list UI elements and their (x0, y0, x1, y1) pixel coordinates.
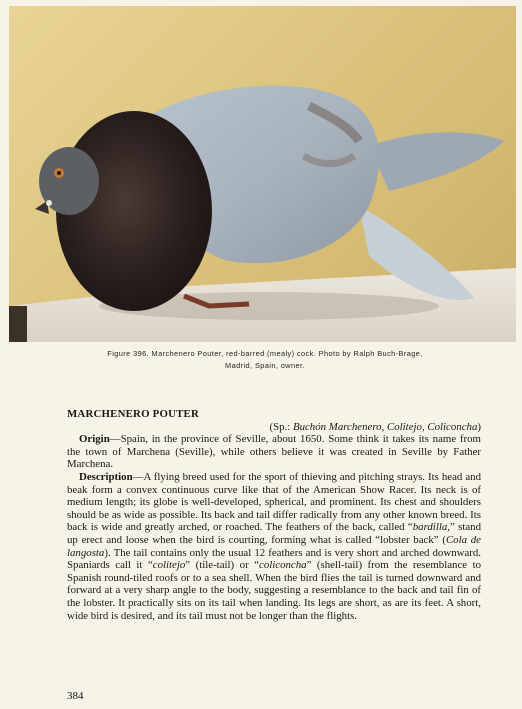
origin-text: —Spain, in the province of Seville, about 1650. Some think it takes its name from the town of Marchena (Seville), while others believe it was created in Seville by Father Marchena. (67, 433, 481, 471)
description-text-4: ” (tile-tail) or “ (185, 559, 259, 572)
description-text-3: ). The tail contains only the usual 12 feathers and is very short and arched downward. Spaniards call it “ (67, 546, 481, 572)
synonyms-names: Buchón Marchenero, Colitejo, Coliconcha (292, 420, 478, 433)
origin-paragraph (67, 433, 481, 471)
description-text-2: ,” stand up erect and loose when the bird is courting, forming what is called “lobster back” ( (67, 521, 481, 546)
origin-lead: Origin (79, 433, 110, 446)
article-heading: MARCHENERO POUTER (67, 408, 200, 420)
spanish-synonyms (67, 421, 481, 434)
term-coliconcha: coliconcha (259, 559, 307, 572)
description-text-1: —A flying breed used for the sport of thieving and pitching strays. Its head and beak form a convex continuous curve like that of the American Show Racer. Its neck is of medium length; its globe is well-developed, spherical, and prominent. Its chest and shoulders should be as wide as possible. Its back and tail differ radically from any other known breed. Its back is wide and greatly arched, or roached. The feathers of the back, called “ (67, 470, 481, 534)
term-bardilla: bardilla (412, 521, 448, 534)
page-number: 384 (67, 690, 84, 702)
description-text-5: ” (shell-tail) from the resemblance to Spanish round-tiled roofs or to a sea shell. When the bird flies the tail is turned downward and forward at a very sharp angle to the body, suggesting a resemblance to the back and tail fin of the lobster. It practically sits on its tail when landing. Its legs are short, as are its feet. A short, wide bird is desired, and its tail must not be longer than the flights. (67, 559, 482, 622)
term-cola-de-langosta: Cola de langosta (67, 533, 481, 559)
pigeon-illustration (9, 6, 516, 342)
caption-line-2: Madrid, Spain, owner. (225, 361, 305, 370)
term-colitejo: colitejo (152, 559, 186, 572)
synonyms-close: ) (477, 420, 481, 433)
figure-caption (40, 348, 490, 372)
article-body (67, 408, 481, 622)
caption-line-1: Figure 396. Marchenero Pouter, red-barred (mealy) cock. Photo by Ralph Buch-Brage, (107, 349, 423, 358)
pigeon-photo (9, 6, 516, 342)
description-lead: Description (79, 470, 133, 483)
description-paragraph (67, 471, 481, 622)
synonyms-open: (Sp.: (269, 420, 293, 433)
